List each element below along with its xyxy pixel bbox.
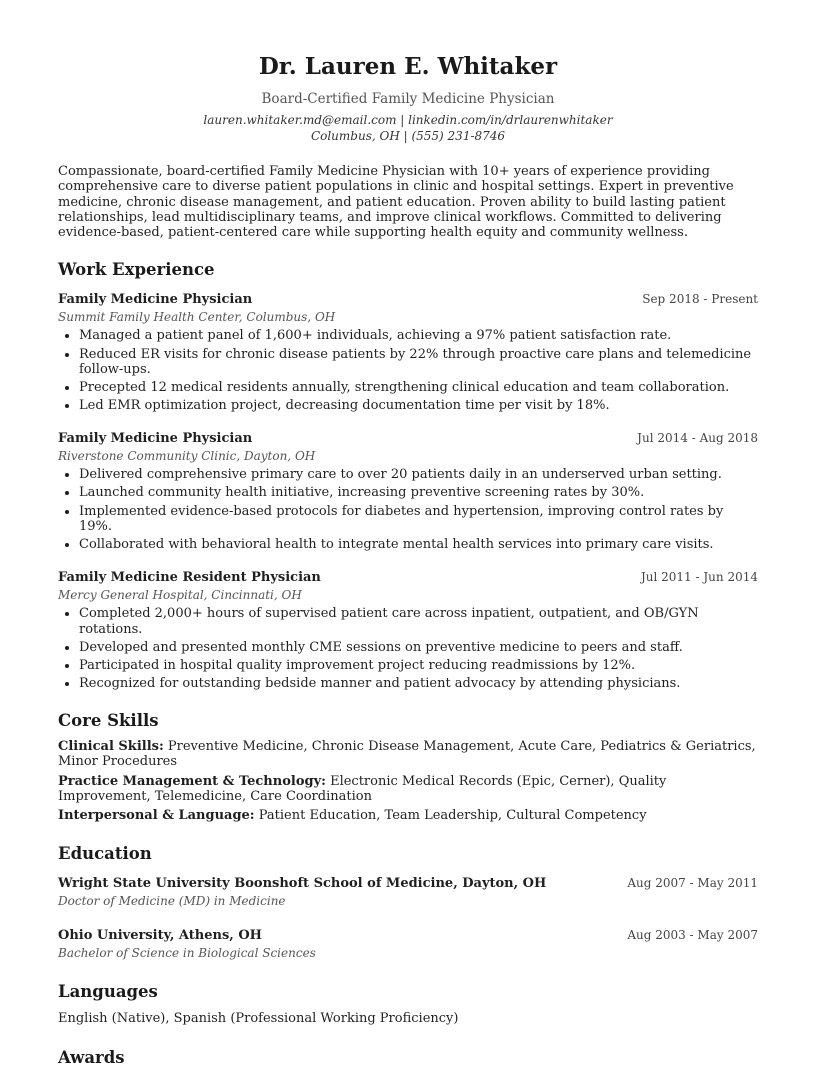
- bullet-item: • Precepted 12 medical residents annually, strengthening clinical education and team collaboration.: [79, 380, 758, 395]
- languages-list: English (Native), Spanish (Professional Working Proficiency): [58, 1010, 459, 1026]
- experience-entry: [58, 429, 758, 552]
- section-heading-languages: Languages: [58, 981, 158, 1001]
- section-heading-awards: Awards: [58, 1047, 125, 1067]
- skill-group-value: Electronic Medical Records (Epic, Cerner), Quality Improvement, Telemedicine, Care Coordination: [58, 773, 667, 804]
- education-dates: Aug 2003 - May 2007: [627, 927, 758, 942]
- bullet-item: • Reduced ER visits for chronic disease patients by 22% through proactive care plans and telemedicine follow-ups.: [79, 347, 758, 378]
- skill-group-label: Practice Management & Technology:: [58, 773, 326, 789]
- job-organization: Mercy General Hospital, Cincinnati, OH: [58, 588, 302, 603]
- skill-group-label: Interpersonal & Language:: [58, 808, 255, 824]
- bullet-item: • Led EMR optimization project, decreasing documentation time per visit by 18%.: [79, 398, 758, 413]
- experience-entry: [58, 568, 758, 691]
- bullet-item: • Developed and presented monthly CME sessions on preventive medicine to peers and staff.: [79, 640, 758, 655]
- bullet-item: • Completed 2,000+ hours of supervised patient care across inpatient, outpatient, and OB/GYN rotations.: [79, 606, 758, 637]
- job-organization: Summit Family Health Center, Columbus, OH: [58, 310, 336, 325]
- job-bullets: [58, 328, 758, 413]
- job-dates: Jul 2011 - Jun 2014: [640, 570, 758, 585]
- education-dates: Aug 2007 - May 2011: [627, 875, 758, 890]
- skill-group: [58, 774, 758, 805]
- job-dates: Sep 2018 - Present: [642, 292, 758, 307]
- contact-line-email-linkedin: lauren.whitaker.md@email.com | linkedin.com/in/drlaurenwhitaker: [203, 113, 613, 127]
- job-organization: Riverstone Community Clinic, Dayton, OH: [58, 449, 316, 464]
- job-title: Family Medicine Resident Physician: [58, 570, 321, 586]
- contact-info: [58, 113, 758, 144]
- professional-summary: Compassionate, board-certified Family Medicine Physician with 10+ years of experience providing comprehensive care to diverse patient populations in clinic and hospital settings. Expert in preventive medicine, chronic disease management, and patient education. Proven ability to build lasting patient relationships, lead multidisciplinary teams, and improve clinical workflows. Committed to delivering evidence-based, patient-centered care while supporting health equity and community wellness.: [58, 164, 734, 241]
- job-bullets: [58, 606, 758, 691]
- contact-line-location-phone: Columbus, OH | (555) 231-8746: [310, 128, 506, 143]
- degree: Doctor of Medicine (MD) in Medicine: [58, 893, 286, 908]
- bullet-item: • Recognized for outstanding bedside manner and patient advocacy by attending physicians.: [79, 676, 758, 691]
- skill-group: [58, 739, 758, 770]
- section-heading-education: Education: [58, 843, 152, 863]
- skill-group-label: Clinical Skills:: [58, 739, 164, 755]
- bullet-item: • Participated in hospital quality improvement project reducing readmissions by 12%.: [79, 658, 758, 673]
- experience-entry: [58, 290, 758, 413]
- education-entry: [58, 874, 758, 910]
- candidate-title: Board-Certified Family Medicine Physician: [261, 91, 555, 107]
- degree: Bachelor of Science in Biological Sciences: [58, 945, 316, 960]
- section-heading-skills: Core Skills: [58, 711, 159, 731]
- resume-header: [58, 53, 758, 144]
- job-dates: Jul 2014 - Aug 2018: [637, 431, 758, 446]
- bullet-item: • Delivered comprehensive primary care to over 20 patients daily in an underserved urban setting.: [79, 467, 758, 482]
- school-name: Ohio University, Athens, OH: [58, 927, 262, 943]
- candidate-name: Dr. Lauren E. Whitaker: [258, 53, 558, 80]
- section-heading-experience: Work Experience: [58, 260, 215, 280]
- job-title: Family Medicine Physician: [58, 292, 253, 308]
- school-name: Wright State University Boonshoft School of Medicine, Dayton, OH: [58, 875, 547, 891]
- bullet-item: • Collaborated with behavioral health to integrate mental health services into primary care visits.: [79, 537, 758, 552]
- bullet-item: • Implemented evidence-based protocols for diabetes and hypertension, improving control rates by 19%.: [79, 504, 758, 535]
- skill-group-value: Patient Education, Team Leadership, Cultural Competency: [258, 808, 647, 824]
- education-entry: [58, 926, 758, 962]
- job-title: Family Medicine Physician: [58, 431, 253, 447]
- job-bullets: [58, 467, 758, 552]
- bullet-item: • Managed a patient panel of 1,600+ individuals, achieving a 97% patient satisfaction rate.: [79, 328, 758, 343]
- skill-group: [58, 808, 758, 823]
- skill-group-value: Preventive Medicine, Chronic Disease Management, Acute Care, Pediatrics & Geriatrics, Minor Procedures: [58, 739, 756, 770]
- bullet-item: • Launched community health initiative, increasing preventive screening rates by 30%.: [79, 485, 758, 500]
